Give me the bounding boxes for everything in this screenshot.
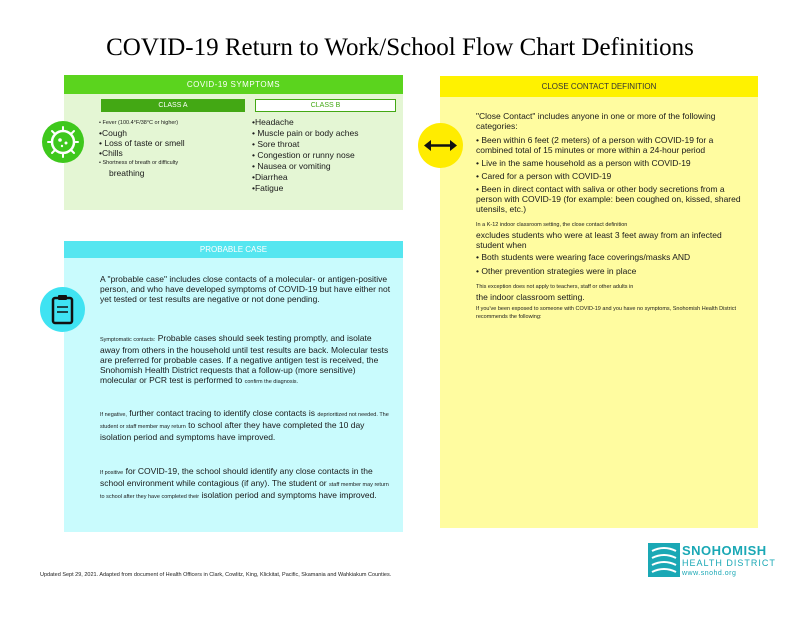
- list-item: • Sore throat: [252, 139, 300, 149]
- list-item: • Live in the same household as a person with COVID-19: [476, 158, 691, 168]
- list-item: • Cared for a person with COVID-19: [476, 171, 612, 181]
- list-item: breathing: [109, 168, 145, 178]
- snohomish-logo-icon: [648, 543, 680, 577]
- if-negative-label: If negative,: [100, 412, 127, 418]
- exception-body: the indoor classroom setting.: [476, 292, 585, 302]
- clipboard-icon: [40, 287, 85, 332]
- list-item: •Cough: [99, 128, 128, 138]
- page-title: COVID-19 Return to Work/School Flow Chart Definitions: [106, 34, 694, 61]
- logo-subtitle: HEALTH DISTRICT: [682, 558, 776, 568]
- footer-note: Updated Sept 29, 2021. Adapted from document of Health Officers in Clark, Cowlitz, King, Klickitat, Pacific, Skamania and Wahkiakum Counties.: [40, 572, 392, 578]
- list-item: • Fever (100.4°F/38°C or higher): [99, 120, 179, 126]
- symptomatic-contacts-tail: confirm the diagnosis.: [244, 379, 299, 385]
- class-a-list: [99, 118, 249, 178]
- double-arrow-icon: [418, 123, 463, 168]
- list-item: • Been in direct contact with saliva or other body secretions from a person with COVID-19 (for example: been coughed on, kissed, shared utensils, etc.): [476, 184, 741, 214]
- class-a-header: CLASS A: [101, 99, 245, 112]
- list-item: • Both students were wearing face coverings/masks AND: [476, 252, 691, 262]
- exposed-text: If you've been exposed to someone with COVID-19 and you have no symptoms, Snohomish Health District recommends the following:: [476, 306, 736, 320]
- if-negative-body: further contact tracing to identify close contacts is: [129, 408, 315, 418]
- k12-exception-text: [476, 220, 748, 250]
- logo-name: SNOHOMISH: [682, 543, 767, 558]
- probable-definition: A "probable case" includes close contacts of a molecular- or antigen-positive person, and who have developed symptoms of COVID-19 but have either not yet tested or test results are negative or not done pending.: [100, 274, 391, 304]
- list-item: • Been within 6 feet (2 meters) of a person with COVID-19 for a combined total of 15 minutes or more within a 24-hour period: [476, 135, 714, 155]
- logo-url: www.snohd.org: [682, 570, 737, 577]
- if-negative-small: deprioritized not needed. The student or staff member may return: [100, 412, 389, 430]
- list-item: • Congestion or runny nose: [252, 150, 355, 160]
- if-positive-text: [100, 466, 392, 502]
- if-positive-label: If positive: [100, 470, 124, 476]
- class-b-list: [252, 117, 402, 194]
- list-item: •Diarrhea: [252, 172, 288, 182]
- list-item: •Headache: [252, 117, 294, 127]
- list-item: • Nausea or vomiting: [252, 161, 331, 171]
- list-item: • Other prevention strategies were in place: [476, 266, 637, 276]
- list-item: • Shortness of breath or difficulty: [99, 160, 179, 166]
- exception-small: This exception does not apply to teachers, staff or other adults in: [476, 284, 634, 290]
- k12-small: In a K-12 indoor classroom setting, the close contact definition: [476, 222, 628, 228]
- symptomatic-contacts-label: Symptomatic contacts:: [100, 337, 156, 343]
- list-item: •Chills: [99, 148, 123, 158]
- k12-body: excludes students who were at least 3 feet away from an infected student when: [476, 230, 722, 250]
- if-positive-small: staff member may return to school after they have completed their: [100, 482, 389, 500]
- probable-case-header: PROBABLE CASE: [64, 241, 403, 258]
- symptoms-header: COVID-19 SYMPTOMS: [64, 75, 403, 94]
- list-item: • Loss of taste or smell: [99, 138, 185, 148]
- close-contact-intro: "Close Contact" includes anyone in one or more of the following categories:: [476, 111, 716, 131]
- virus-icon: [42, 121, 84, 163]
- k12-list: [476, 252, 748, 276]
- close-contact-header: CLOSE CONTACT DEFINITION: [440, 76, 758, 97]
- class-b-header: CLASS B: [255, 99, 396, 112]
- symptomatic-contacts-body: Probable cases should seek testing promptly, and isolate away from others in the household until test results are back. Molecular tests are preferred for probable cases. If a negative antigen test is received, the Snohomish Health District requests that a follow-up (more sensitive) molecular or PCR test is performed to: [100, 333, 389, 385]
- list-item: •Fatigue: [252, 183, 284, 193]
- if-positive-body: for COVID-19, the school should identify any close contacts in the school environment while contagious (if any). The student or: [100, 466, 373, 488]
- if-negative-text: [100, 408, 392, 442]
- exception-text: [476, 282, 748, 302]
- list-item: • Muscle pain or body aches: [252, 128, 359, 138]
- if-positive-body-2: isolation period and symptoms have improved.: [201, 490, 377, 500]
- if-negative-body-2: to school after they have completed the 10 day isolation period and symptoms have improved.: [100, 420, 365, 442]
- symptomatic-contacts-text: [100, 333, 392, 387]
- close-contact-list: [476, 135, 748, 217]
